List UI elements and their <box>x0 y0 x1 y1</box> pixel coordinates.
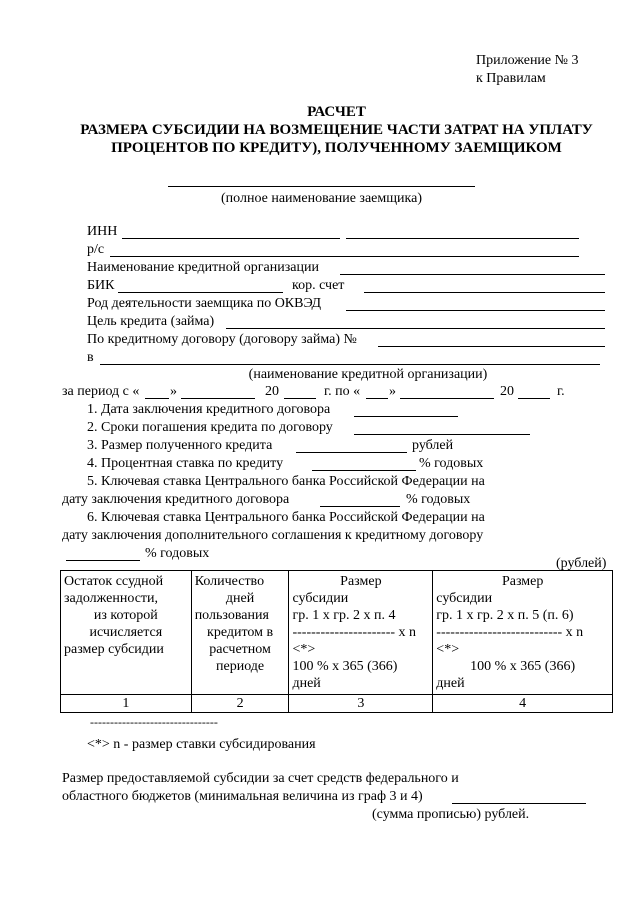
footnote-text: <*> n - размер ставки субсидирования <box>87 737 316 752</box>
column-number: 3 <box>289 695 433 713</box>
footnote-divider: -------------------------------- <box>90 715 218 729</box>
currency-note: (рублей) <box>556 556 607 571</box>
item-1-field[interactable] <box>354 416 458 417</box>
item-5-label: 5. Ключевая ставка Центрального банка Российской Федерации на <box>87 474 485 489</box>
header-cell-subsidy-p4 <box>289 571 433 695</box>
item-1-label: 1. Дата заключения кредитного договора <box>87 402 331 417</box>
inn-field[interactable] <box>122 238 340 239</box>
period-quote-close-2: » <box>389 384 396 399</box>
header-text: кредитом в <box>207 625 274 640</box>
corr-account-label: кор. счет <box>292 278 345 293</box>
okved-field[interactable] <box>346 310 605 311</box>
header-text: 100 % x 365 (366) <box>470 659 576 674</box>
header-text: 100 % x 365 (366) <box>292 659 398 674</box>
period-from-month-field[interactable] <box>181 398 255 399</box>
contract-number-field[interactable] <box>378 346 605 347</box>
header-text: Размер <box>501 574 544 589</box>
in-credit-org-field[interactable] <box>100 364 600 365</box>
header-text: дней <box>436 676 465 691</box>
header-text: гр. 1 x гр. 2 x п. 4 <box>292 608 396 623</box>
credit-org-caption: (наименование кредитной организации) <box>248 367 488 382</box>
header-cell-subsidy-p5 <box>433 571 613 695</box>
header-text: дней <box>292 676 321 691</box>
item-5-unit: % годовых <box>406 492 471 507</box>
column-number: 2 <box>191 695 289 713</box>
period-quote-close-1: » <box>170 384 177 399</box>
borrower-name-field[interactable] <box>168 186 475 187</box>
period-to-day-field[interactable] <box>366 398 388 399</box>
item-6-field[interactable] <box>66 560 140 561</box>
column-number: 4 <box>433 695 613 713</box>
corr-account-field[interactable] <box>364 292 605 293</box>
period-from-year-field[interactable] <box>284 398 316 399</box>
header-text: --------------------------- x n <box>436 625 584 640</box>
header-text: Остаток ссудной <box>64 574 164 589</box>
period-year-prefix-1: 20 <box>265 384 279 399</box>
header-text: размер субсидии <box>64 642 164 657</box>
borrower-name-caption: (полное наименование заемщика) <box>221 191 422 206</box>
summary-line-1: Размер предоставляемой субсидии за счет средств федерального и <box>62 771 459 786</box>
appendix-line-1: Приложение № 3 <box>476 53 579 68</box>
in-label: в <box>87 350 94 365</box>
purpose-label: Цель кредита (займа) <box>87 314 215 329</box>
item-4-field[interactable] <box>312 470 416 471</box>
appendix-line-2: к Правилам <box>476 71 546 86</box>
summary-caption: (сумма прописью) рублей. <box>372 807 530 822</box>
period-from-label: за период с « <box>62 384 140 399</box>
period-to-month-field[interactable] <box>400 398 494 399</box>
header-text: из которой <box>93 608 158 623</box>
item-5-label-line-2: дату заключения кредитного договора <box>62 492 290 507</box>
header-text: Количество <box>194 574 265 589</box>
account-field[interactable] <box>110 256 579 257</box>
okved-label: Род деятельности заемщика по ОКВЭД <box>87 296 322 311</box>
period-year-suffix: г. <box>557 384 565 399</box>
item-6-unit: % годовых <box>145 546 210 561</box>
header-text: субсидии <box>292 591 349 606</box>
header-text: <*> <box>292 642 316 657</box>
summary-amount-field[interactable] <box>452 803 586 804</box>
document-title-line-3: ПРОЦЕНТОВ ПО КРЕДИТУ), ПОЛУЧЕННОМУ ЗАЕМЩИКОМ <box>111 140 562 156</box>
period-from-day-field[interactable] <box>145 398 169 399</box>
header-cell-days <box>191 571 289 695</box>
period-year-prefix-2: 20 <box>500 384 514 399</box>
item-3-field[interactable] <box>296 452 407 453</box>
item-2-label: 2. Сроки погашения кредита по договору <box>87 420 333 435</box>
account-label: р/с <box>87 242 105 257</box>
item-6-label: 6. Ключевая ставка Центрального банка Российской Федерации на <box>87 510 485 525</box>
item-4-unit: % годовых <box>419 456 484 471</box>
header-text: пользования <box>194 608 269 623</box>
contract-label: По кредитному договору (договору займа) № <box>87 332 357 347</box>
inn-field-extra[interactable] <box>346 238 579 239</box>
table-number-row <box>61 695 613 713</box>
document-title-line-2: РАЗМЕРА СУБСИДИИ НА ВОЗМЕЩЕНИЕ ЧАСТИ ЗАТРАТ НА УПЛАТУ <box>80 122 593 138</box>
table-header-row <box>61 571 613 695</box>
item-6-label-line-2: дату заключения дополнительного соглашения к кредитному договору <box>62 528 484 543</box>
bik-label: БИК <box>87 278 115 293</box>
header-text: гр. 1 x гр. 2 x п. 5 (п. 6) <box>436 608 574 623</box>
item-3-label: 3. Размер полученного кредита <box>87 438 273 453</box>
item-5-field[interactable] <box>320 506 400 507</box>
header-text: периоде <box>216 659 265 674</box>
bik-field[interactable] <box>118 292 283 293</box>
header-text: ---------------------- x n <box>292 625 417 640</box>
summary-line-2: областного бюджетов (минимальная величина из граф 3 и 4) <box>62 789 423 804</box>
header-text: дней <box>225 591 255 606</box>
purpose-field[interactable] <box>226 328 605 329</box>
item-4-label: 4. Процентная ставка по кредиту <box>87 456 284 471</box>
credit-org-label: Наименование кредитной организации <box>87 260 319 275</box>
header-text: субсидии <box>436 591 493 606</box>
inn-label: ИНН <box>87 224 118 239</box>
column-number: 1 <box>61 695 192 713</box>
item-2-field[interactable] <box>354 434 530 435</box>
header-text: <*> <box>436 642 460 657</box>
header-text: задолженности, <box>64 591 159 606</box>
header-text: расчетном <box>209 642 271 657</box>
period-to-label: г. по « <box>324 384 361 399</box>
header-text: исчисляется <box>89 625 163 640</box>
credit-org-field[interactable] <box>340 274 605 275</box>
header-cell-loan-balance <box>61 571 192 695</box>
item-3-unit: рублей <box>412 438 454 453</box>
period-to-year-field[interactable] <box>518 398 550 399</box>
header-text: Размер <box>340 574 382 589</box>
document-title: РАСЧЕТ <box>307 104 366 120</box>
subsidy-calculation-table <box>60 570 613 713</box>
